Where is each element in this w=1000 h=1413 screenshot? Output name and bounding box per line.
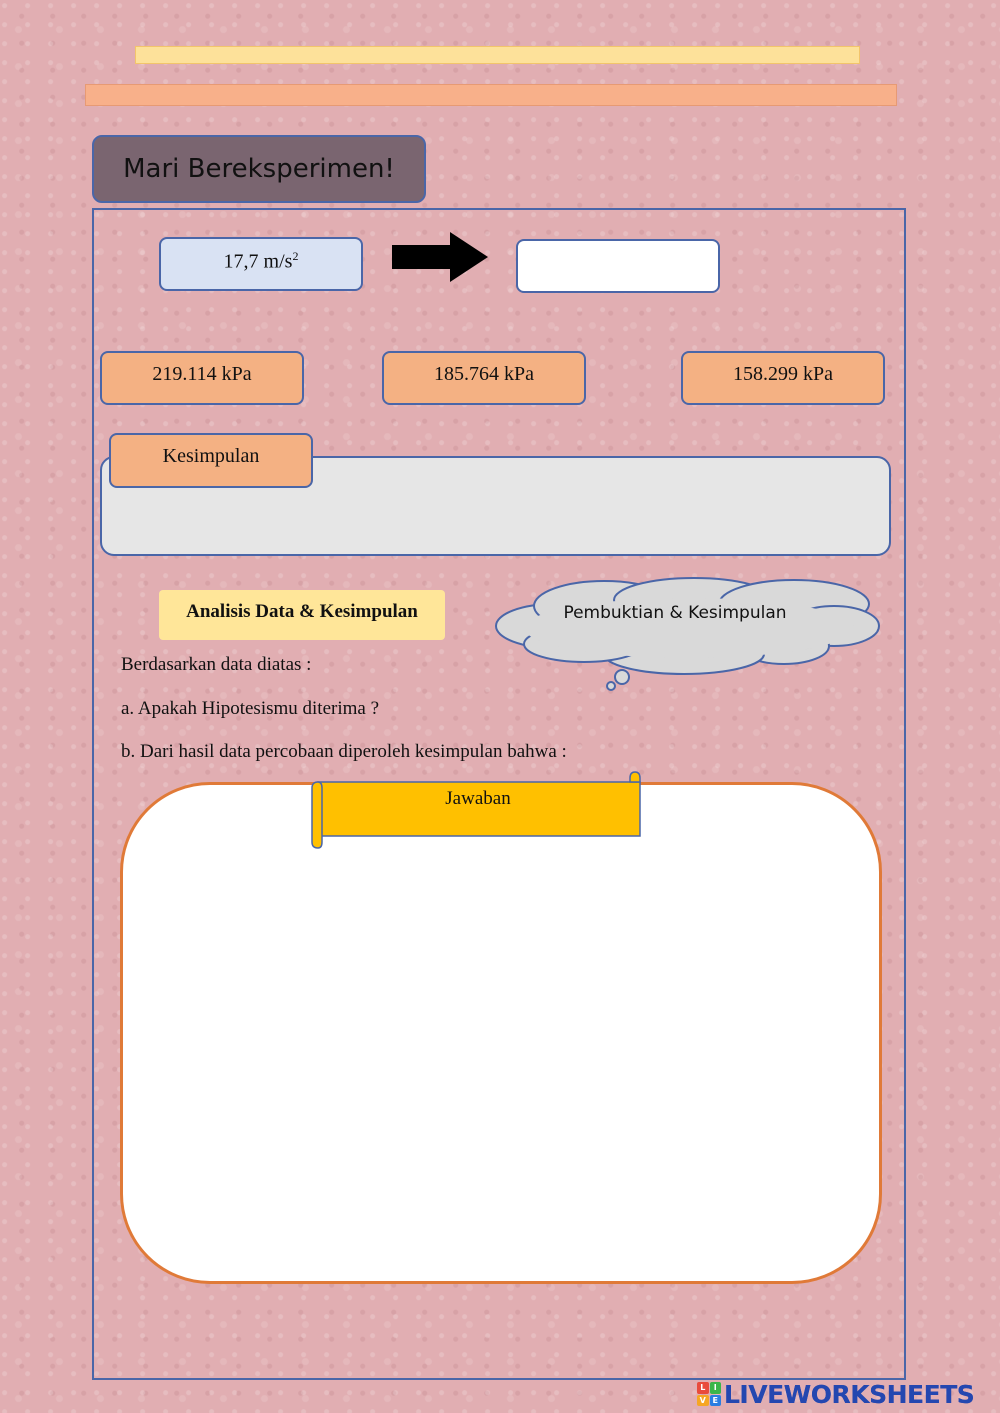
- badge-letter-v: V: [697, 1395, 709, 1407]
- badge-letter-l: L: [697, 1382, 709, 1394]
- pressure-box-2: 185.764 kPa: [382, 351, 586, 405]
- top-orange-bar: [85, 84, 897, 106]
- badge-letter-i: I: [710, 1382, 722, 1394]
- thought-cloud-icon: [494, 576, 884, 692]
- question-a: a. Apakah Hipotesismu diterima ?: [121, 698, 380, 719]
- pressure-box-1: 219.114 kPa: [100, 351, 304, 405]
- acceleration-exponent: 2: [292, 249, 299, 263]
- analysis-section-title: Analisis Data & Kesimpulan: [159, 590, 445, 640]
- logo-text: LIVEWORKSHEETS: [724, 1379, 975, 1409]
- right-arrow-icon: [392, 232, 488, 282]
- answer-label: Jawaban: [445, 788, 511, 809]
- logo-badge: [697, 1382, 721, 1406]
- badge-letter-e: E: [710, 1395, 722, 1407]
- pressure-box-3: 158.299 kPa: [681, 351, 885, 405]
- acceleration-box: [159, 237, 363, 291]
- acceleration-answer-input[interactable]: [516, 239, 720, 293]
- acceleration-value: 17,7 m/s: [223, 250, 293, 273]
- title-box: [92, 135, 426, 203]
- analysis-intro: Berdasarkan data diatas :: [121, 654, 312, 675]
- top-yellow-bar: [135, 46, 860, 64]
- conclusion-label: Kesimpulan: [109, 433, 313, 488]
- question-b: b. Dari hasil data percobaan diperoleh kesimpulan bahwa :: [121, 741, 567, 762]
- liveworksheets-logo: [697, 1378, 997, 1410]
- cloud-text: Pembuktian & Kesimpulan: [563, 603, 787, 623]
- answer-textarea[interactable]: [150, 860, 850, 1260]
- page-title: Mari Bereksperimen!: [123, 154, 395, 184]
- scroll-banner-icon: [310, 770, 642, 850]
